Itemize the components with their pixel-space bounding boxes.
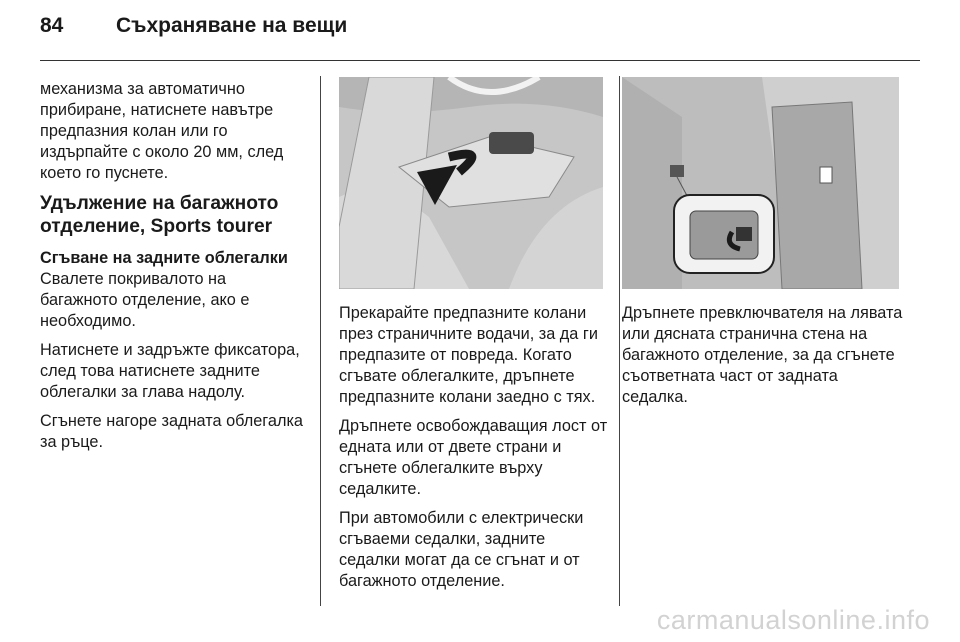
paragraph: Натиснете и задръжте фиксатора, след това натиснете задните облегалки за глава надолу. bbox=[40, 341, 300, 401]
paragraph: Свалете покривалото на багажното отделение, ако е необходимо. bbox=[40, 270, 250, 330]
watermark: carmanualsonline.info bbox=[656, 605, 930, 635]
section-heading: Удължение на багажното отделение, Sports tourer bbox=[40, 193, 279, 237]
trunk-switch-illustration bbox=[622, 77, 899, 289]
paragraph: механизма за автоматично прибиране, натиснете навътре предпазния колан или го издърпайте с около 20 мм, след което го пуснете. bbox=[40, 80, 284, 182]
paragraph: Сгънете нагоре задната облегалка за ръце. bbox=[40, 412, 303, 451]
paragraph: Прекарайте предпазните колани през страничните водачи, за да ги предпазите от повреда. Когато сгъвате облегалките, дръпнете предпазните колани заедно с тях. bbox=[339, 304, 598, 406]
column-3 bbox=[622, 303, 907, 416]
paragraph: Дръпнете превключвателя на лявата или дясната странична стена на багажното отделение, за да сгънете съответната част от задната седалка. bbox=[622, 304, 903, 406]
header-rule bbox=[40, 60, 920, 61]
column-1 bbox=[40, 79, 308, 461]
page-number: 84 bbox=[40, 14, 64, 37]
column-divider-1 bbox=[320, 76, 321, 606]
column-divider-2 bbox=[619, 76, 620, 606]
column-2 bbox=[339, 303, 609, 600]
subsection-heading: Сгъване на задните облегалки bbox=[40, 249, 288, 267]
paragraph: Дръпнете освобождаващия лост от едната или от двете страни и сгънете облегалките върху седалките. bbox=[339, 417, 608, 498]
paragraph: При автомобили с електрически сгъваеми седалки, задните седалки могат да се сгънат и от багажното отделение. bbox=[339, 509, 584, 590]
page-title: Съхраняване на вещи bbox=[116, 14, 348, 37]
seatbelt-guide-illustration bbox=[339, 77, 603, 289]
page-header bbox=[40, 14, 347, 38]
